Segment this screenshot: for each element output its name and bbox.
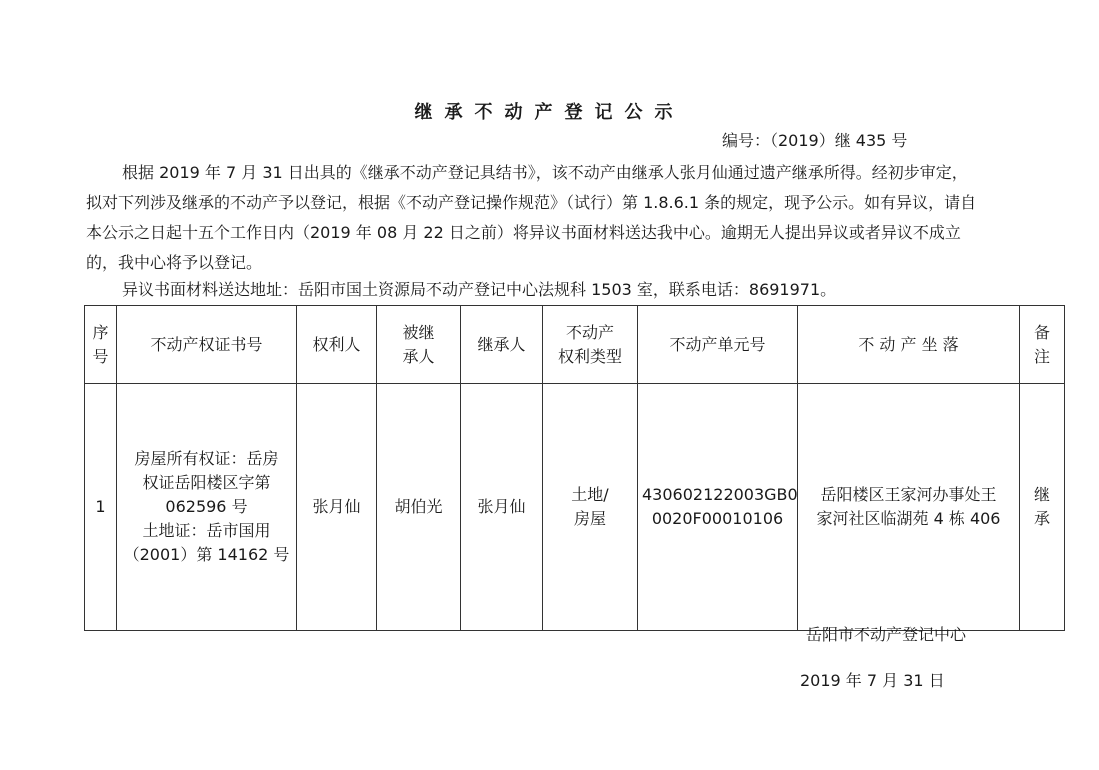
table-row (85, 384, 1065, 631)
header-index: 序 号 (85, 306, 117, 384)
header-unit-number: 不动产单元号 (638, 306, 798, 384)
header-decedent: 被继 承人 (377, 306, 461, 384)
cell-heir: 张月仙 (461, 384, 543, 631)
document-number: 编号：（2019）继 435 号 (722, 131, 908, 150)
main-paragraph-text: 根据 2019 年 7 月 31 日出具的《继承不动产登记具结书》，该不动产由继承人张月仙通过遗产继承所得。经初步审定， 拟对下列涉及继承的不动产予以登记，根据《不动产登记操作规范》（试行）第 1.8.6.1 条的规定，现予公示。如有异议，请自本公示之日起十五个工作日内（2019 年 08 月 22 日之前）将异议书面材料送达我中心。逾期无人提出异议或者异议不成立的，我中心将予以登记。 (86, 163, 977, 272)
address-paragraph (86, 275, 986, 305)
main-paragraph (86, 158, 986, 278)
header-location: 不 动 产 坐 落 (798, 306, 1020, 384)
cell-location: 岳阳楼区王家河办事处王 家河社区临湖苑 4 栋 406 (798, 384, 1020, 631)
header-right-holder: 权利人 (297, 306, 377, 384)
header-remark: 备 注 (1020, 306, 1065, 384)
cell-right-holder: 张月仙 (297, 384, 377, 631)
issue-date: 2019 年 7 月 31 日 (800, 671, 945, 690)
header-right-type: 不动产 权利类型 (543, 306, 638, 384)
cell-decedent: 胡伯光 (377, 384, 461, 631)
table-header-row (85, 306, 1065, 384)
address-paragraph-text: 异议书面材料送达地址：岳阳市国土资源局不动产登记中心法规科 1503 室，联系电话：8691971。 (122, 280, 837, 299)
cell-remark: 继 承 (1020, 384, 1065, 631)
issuing-organization: 岳阳市不动产登记中心 (806, 625, 967, 644)
cell-right-type: 土地/ 房屋 (543, 384, 638, 631)
header-certificate: 不动产权证书号 (117, 306, 297, 384)
cell-certificate: 房屋所有权证：岳房 权证岳阳楼区字第 062596 号 土地证：岳市国用 （2001）第 14162 号 (117, 384, 297, 631)
cell-index: 1 (85, 384, 117, 631)
cell-unit-number: 430602122003GB0 0020F00010106 (638, 384, 798, 631)
header-heir: 继承人 (461, 306, 543, 384)
document-title: 继承不动产登记公示 (414, 102, 685, 123)
registration-table (84, 305, 1065, 631)
